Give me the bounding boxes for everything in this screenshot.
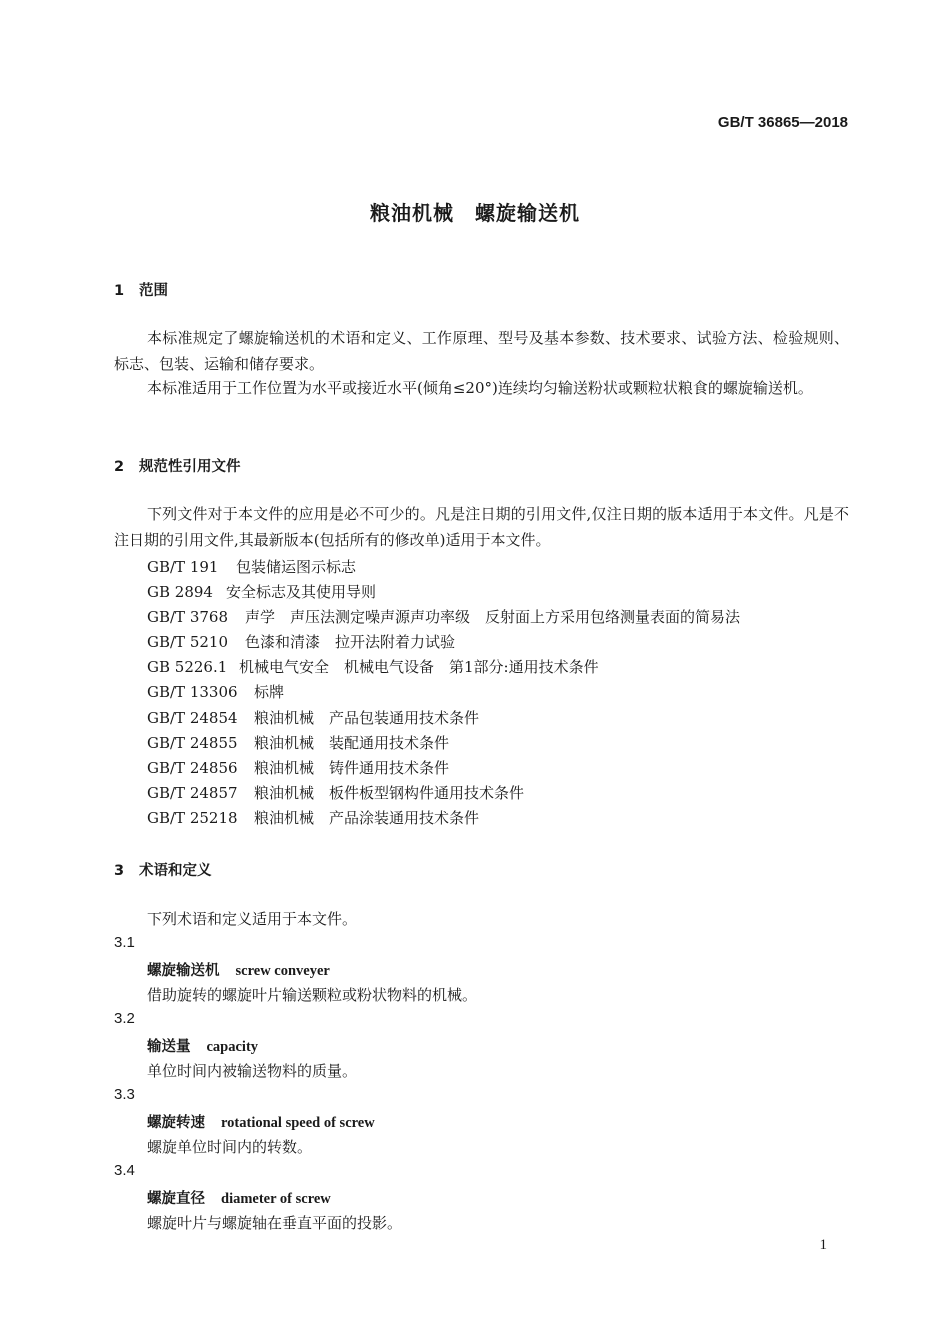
reference-item: [147, 732, 449, 753]
reference-title: 粮油机械 装配通用技术条件: [254, 734, 450, 752]
section-intro: 下列术语和定义适用于本文件。: [147, 910, 358, 928]
reference-code: GB/T 25218: [147, 809, 238, 827]
term-definition: 借助旋转的螺旋叶片输送颗粒或粉状物料的机械。: [147, 986, 478, 1004]
term-name-cn: 螺旋直径: [147, 1191, 205, 1207]
reference-item: [147, 631, 455, 652]
section-number: 2: [114, 459, 125, 475]
reference-item: [147, 707, 479, 728]
reference-title: 粮油机械 产品涂装通用技术条件: [254, 809, 480, 827]
reference-title: 粮油机械 铸件通用技术条件: [254, 759, 450, 777]
term-name-en: diameter of screw: [221, 1191, 331, 1207]
section-title: 术语和定义: [139, 863, 212, 879]
section-1-heading: [114, 279, 168, 300]
term-definition: 单位时间内被输送物料的质量。: [147, 1062, 358, 1080]
section-3-heading: [114, 859, 212, 880]
reference-code: GB/T 24854: [147, 709, 238, 727]
reference-code: GB/T 13306: [147, 683, 238, 701]
section-number: 1: [114, 283, 125, 299]
term-number: 3.3: [114, 1086, 135, 1103]
reference-title: 色漆和清漆 拉开法附着力试验: [245, 633, 456, 651]
reference-item: [147, 606, 740, 627]
reference-item: [147, 656, 599, 677]
reference-title: 粮油机械 板件板型钢构件通用技术条件: [254, 784, 525, 802]
standard-code: GB/T 36865—2018: [717, 114, 848, 131]
term-name-en: screw conveyer: [235, 963, 330, 979]
document-title: 粮油机械 螺旋输送机: [370, 201, 580, 225]
reference-title: 安全标志及其使用导则: [226, 583, 377, 601]
reference-code: GB/T 24857: [147, 784, 238, 802]
term-name: [147, 1035, 258, 1056]
section-2-heading: [114, 455, 241, 476]
term-definition: 螺旋叶片与螺旋轴在垂直平面的投影。: [147, 1214, 403, 1232]
term-name-en: rotational speed of screw: [221, 1115, 375, 1131]
term-name-en: capacity: [206, 1039, 259, 1055]
reference-code: GB/T 24855: [147, 734, 238, 752]
term-name-cn: 输送量: [147, 1039, 191, 1055]
reference-item: [147, 782, 524, 803]
reference-item: [147, 581, 376, 602]
term-name-cn: 螺旋转速: [147, 1115, 205, 1131]
paragraph: 下列文件对于本文件的应用是必不可少的。凡是注日期的引用文件,仅注日期的版本适用于本文件。凡是不注日期的引用文件,其最新版本(包括所有的修改单)适用于本文件。: [114, 505, 849, 549]
reference-item: [147, 681, 284, 702]
term-number: 3.2: [114, 1010, 135, 1027]
reference-title: 粮油机械 产品包装通用技术条件: [254, 709, 480, 727]
term-name: [147, 1111, 375, 1132]
reference-item: [147, 807, 479, 828]
reference-title: 包装储运图示标志: [236, 558, 357, 576]
reference-item: [147, 556, 356, 577]
reference-code: GB/T 191: [147, 558, 219, 576]
reference-code: GB/T 5210: [147, 633, 229, 651]
section-number: 3: [114, 863, 125, 879]
term-number: 3.4: [114, 1162, 135, 1179]
reference-title: 机械电气安全 机械电气设备 第1部分:通用技术条件: [239, 658, 599, 676]
term-name: [147, 959, 330, 980]
section-title: 范围: [139, 283, 168, 299]
reference-code: GB/T 24856: [147, 759, 238, 777]
reference-code: GB 5226.1: [147, 658, 228, 676]
reference-code: GB 2894: [147, 583, 213, 601]
reference-title: 声学 声压法测定噪声源声功率级 反射面上方采用包络测量表面的简易法: [245, 608, 741, 626]
term-definition: 螺旋单位时间内的转数。: [147, 1138, 313, 1156]
section-title: 规范性引用文件: [139, 459, 241, 475]
reference-item: [147, 757, 449, 778]
reference-code: GB/T 3768: [147, 608, 229, 626]
paragraph: 本标准规定了螺旋输送机的术语和定义、工作原理、型号及基本参数、技术要求、试验方法、检验规则、标志、包装、运输和储存要求。: [114, 329, 849, 373]
term-name-cn: 螺旋输送机: [147, 963, 220, 979]
reference-title: 标牌: [254, 683, 285, 701]
paragraph: 本标准适用于工作位置为水平或接近水平(倾角≤20°)连续均匀输送粉状或颗粒状粮食的螺旋输送机。: [147, 379, 813, 397]
term-name: [147, 1187, 331, 1208]
term-number: 3.1: [114, 934, 135, 951]
page-number: 1: [819, 1237, 827, 1253]
